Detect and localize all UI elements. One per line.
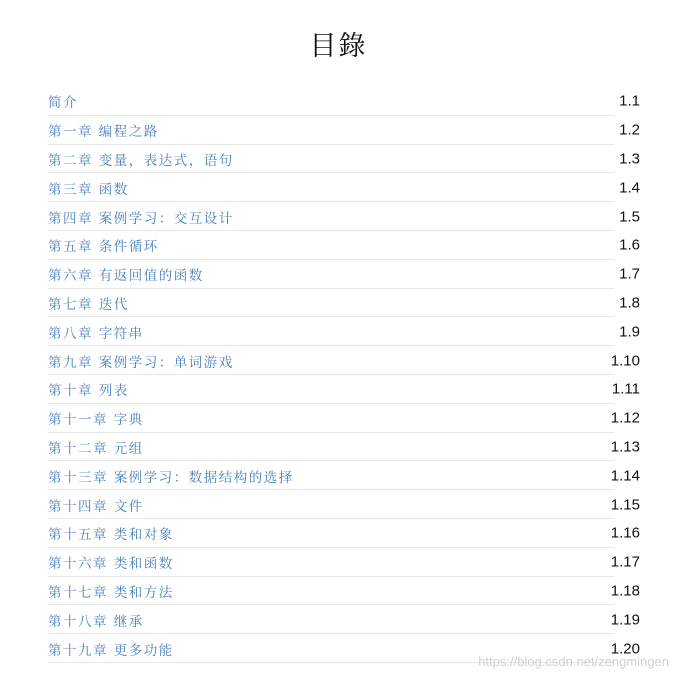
toc-entry-number: 1.19 bbox=[610, 611, 640, 629]
toc-entry-number: 1.8 bbox=[619, 294, 640, 312]
toc-entry-number: 1.11 bbox=[611, 380, 640, 398]
toc-entry[interactable] bbox=[48, 519, 644, 548]
toc-entry[interactable] bbox=[48, 548, 644, 577]
toc-entry-link[interactable]: 第二章 变量，表达式，语句 bbox=[48, 152, 234, 169]
toc-entry-number: 1.6 bbox=[619, 236, 640, 254]
toc-entry-link[interactable]: 简介 bbox=[48, 95, 78, 112]
toc-entry-link[interactable]: 第一章 编程之路 bbox=[48, 124, 159, 141]
toc-entry-number: 1.5 bbox=[619, 208, 640, 226]
toc-entry-link[interactable]: 第十六章 类和函数 bbox=[48, 556, 174, 573]
toc-entry-link[interactable]: 第八章 字符串 bbox=[48, 325, 144, 342]
toc-entry[interactable] bbox=[48, 231, 644, 260]
toc-entry-number: 1.18 bbox=[610, 582, 640, 600]
toc-entry[interactable] bbox=[48, 260, 644, 289]
toc-entry[interactable] bbox=[48, 87, 644, 116]
toc-entry-link[interactable]: 第十二章 元组 bbox=[48, 440, 144, 457]
toc-entry-link[interactable]: 第七章 迭代 bbox=[48, 296, 129, 313]
toc-entry-number: 1.2 bbox=[619, 121, 640, 139]
toc-entry-link[interactable]: 第十九章 更多功能 bbox=[48, 642, 174, 659]
toc-entry-link[interactable]: 第三章 函数 bbox=[48, 181, 129, 198]
toc-entry-link[interactable]: 第十八章 继承 bbox=[48, 613, 144, 630]
toc-entry-number: 1.1 bbox=[619, 92, 640, 110]
toc-entry[interactable] bbox=[48, 577, 644, 606]
toc-entry-link[interactable]: 第九章 案例学习：单词游戏 bbox=[48, 354, 234, 371]
toc-entry[interactable] bbox=[48, 404, 644, 433]
toc-entry[interactable] bbox=[48, 461, 644, 490]
toc-entry-link[interactable]: 第十四章 文件 bbox=[48, 498, 144, 515]
toc-entry-number: 1.16 bbox=[610, 524, 640, 542]
toc-entry-number: 1.4 bbox=[619, 179, 640, 197]
toc-entry-link[interactable]: 第十章 列表 bbox=[48, 383, 129, 400]
toc-entry[interactable] bbox=[48, 116, 644, 145]
toc-entry-number: 1.9 bbox=[619, 323, 640, 341]
toc-list bbox=[48, 87, 644, 663]
toc-entry-link[interactable]: 第十五章 类和对象 bbox=[48, 527, 174, 544]
toc-entry[interactable] bbox=[48, 490, 644, 519]
toc-entry-link[interactable]: 第十三章 案例学习：数据结构的选择 bbox=[48, 469, 294, 486]
toc-entry[interactable] bbox=[48, 145, 644, 174]
toc-entry-number: 1.12 bbox=[610, 409, 640, 427]
toc-entry-number: 1.3 bbox=[619, 150, 640, 168]
page-title: 目錄 bbox=[309, 31, 368, 62]
toc-entry-link[interactable]: 第十一章 字典 bbox=[48, 412, 144, 429]
toc-entry-link[interactable]: 第六章 有返回值的函数 bbox=[48, 268, 204, 285]
watermark: https://blog.csdn.net/zengmingen bbox=[478, 654, 669, 669]
toc-entry-number: 1.15 bbox=[610, 496, 640, 514]
toc-entry-link[interactable]: 第十七章 类和方法 bbox=[48, 584, 174, 601]
toc-entry-number: 1.14 bbox=[610, 467, 640, 485]
toc-entry-number: 1.7 bbox=[619, 265, 640, 283]
toc-entry-number: 1.20 bbox=[610, 640, 640, 658]
toc-entry[interactable] bbox=[48, 289, 644, 318]
toc-entry[interactable] bbox=[48, 433, 644, 462]
toc-entry[interactable] bbox=[48, 375, 644, 404]
toc-entry[interactable] bbox=[48, 173, 644, 202]
toc-entry[interactable] bbox=[48, 605, 644, 634]
toc-entry[interactable] bbox=[48, 346, 644, 375]
toc-entry-number: 1.10 bbox=[610, 352, 640, 370]
toc-entry-link[interactable]: 第四章 案例学习：交互设计 bbox=[48, 210, 234, 227]
toc-entry[interactable] bbox=[48, 317, 644, 346]
toc-entry-number: 1.13 bbox=[610, 438, 640, 456]
toc-entry-number: 1.17 bbox=[610, 553, 640, 571]
toc-entry-link[interactable]: 第五章 条件循环 bbox=[48, 239, 159, 256]
toc-entry[interactable] bbox=[48, 202, 644, 231]
